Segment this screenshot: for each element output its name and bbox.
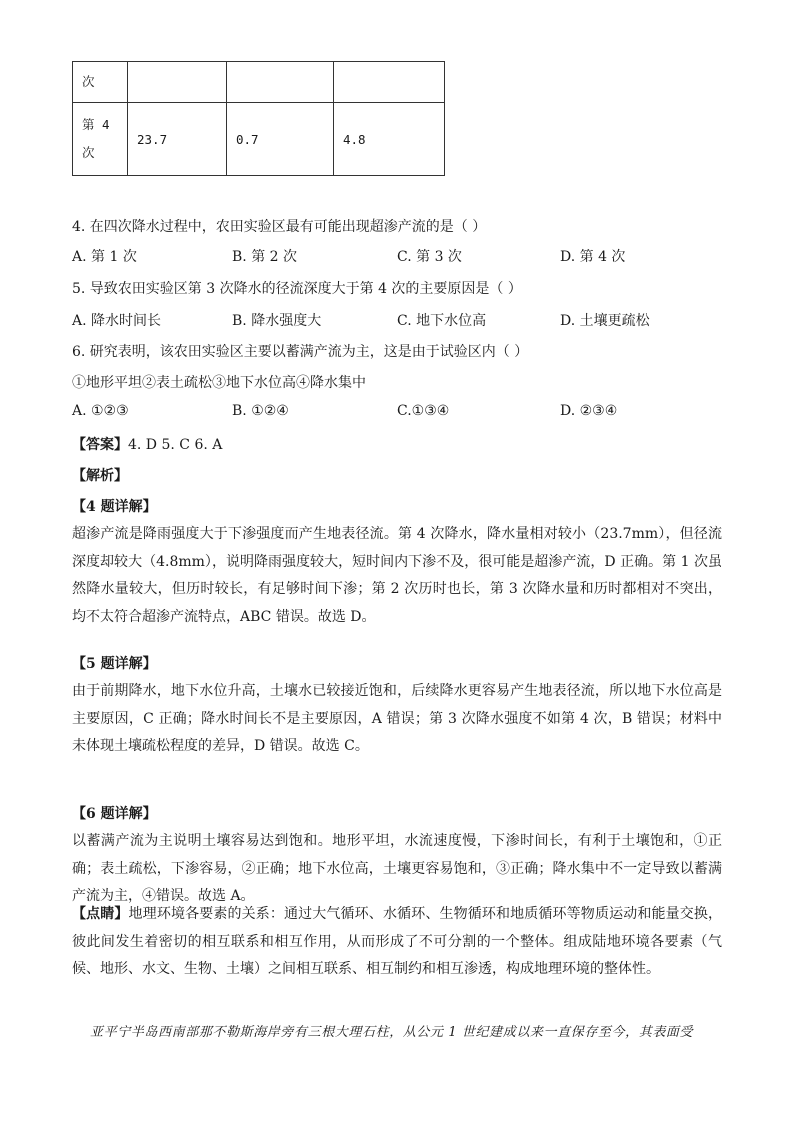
option-c: C. 第 3 次 — [397, 249, 462, 265]
table-cell-duration: 0.7 — [227, 103, 334, 176]
detail-5-title: 【5 题详解】 — [72, 656, 157, 672]
option-d: D. 第 4 次 — [560, 249, 626, 265]
row-label-line2: 次 — [82, 145, 95, 160]
hint-body: 地理环境各要素的关系：通过大气循环、水循环、生物循环和地质循环等物质运动和能量交换，彼此间发生着密切的相互联系和相互作用，从而形成了不可分割的一个整体。组成陆地环境各要素（气候、地形、水文、生物、土壤）之间相互联系、相互制约和相互渗透，构成地理环境的整体性。 — [72, 906, 723, 977]
option-a: A. ①②③ — [72, 403, 129, 419]
option-d: D. ②③④ — [560, 403, 618, 419]
question-6-stem: 6. 研究表明，该农田实验区主要以蓄满产流为主，这是由于试验区内（ ） — [72, 344, 529, 360]
table-cell — [227, 62, 334, 103]
question-6-conditions: ①地形平坦②表土疏松③地下水位高④降水集中 — [72, 375, 366, 391]
answer-tag: 【答案】 — [72, 437, 128, 453]
detail-4-body: 超渗产流是降雨强度大于下渗强度而产生地表径流。第 4 次降水，降水量相对较小（23.7mm），但径流深度却较大（4.8mm），说明降雨强度较大，短时间内下渗不及，很可能是超渗产流，D 正确。第 1 次虽然降水量较大，但历时较长，有足够时间下渗；第 2 次历时也长，第 3 次降水量和历时都相对不突出，均不太符合超渗产流特点，ABC 错误。故选 D。 — [72, 526, 722, 625]
row-label-line1: 第 4 — [82, 117, 110, 132]
answer-text: 4. D 5. C 6. A — [128, 437, 223, 453]
detail-5-body: 由于前期降水，地下水位升高，土壤水已较接近饱和，后续降水更容易产生地表径流，所以地下水位高是主要原因，C 正确；降水时间长不是主要原因，A 错误；第 3 次降水强度不如第 4 次，B 错误；材料中未体现土壤疏松程度的差异，D 错误。故选 C。 — [72, 683, 722, 754]
question-5-stem: 5. 导致农田实验区第 3 次降水的径流深度大于第 4 次的主要原因是（ ） — [72, 281, 522, 297]
option-a: A. 第 1 次 — [72, 249, 137, 265]
detail-6-body: 以蓄满产流为主说明土壤容易达到饱和。地形平坦，水流速度慢，下渗时间长，有利于土壤饱和，①正确；表土疏松，下渗容易，②正确；地下水位高，土壤更容易饱和，③正确；降水集中不一定导致以蓄满产流为主，④错误。故选 A。 — [72, 833, 722, 904]
option-c: C.①③④ — [397, 403, 450, 419]
option-c: C. 地下水位高 — [397, 313, 487, 329]
question-6-options — [72, 403, 732, 423]
question-4-options — [72, 246, 732, 266]
table-cell — [334, 62, 445, 103]
option-b: B. 降水强度大 — [232, 313, 322, 329]
question-5-options — [72, 310, 732, 330]
detail-6-title: 【6 题详解】 — [72, 806, 157, 822]
hint-paragraph — [72, 901, 722, 984]
analysis-tag: 【解析】 — [72, 468, 128, 484]
question-4-stem: 4. 在四次降水过程中，农田实验区最有可能出现超渗产流的是（ ） — [72, 219, 487, 235]
rainfall-runoff-table — [72, 61, 445, 176]
table-cell — [73, 103, 128, 176]
table-row — [73, 62, 445, 103]
table-cell-rainfall: 23.7 — [128, 103, 227, 176]
answer-line — [72, 434, 222, 454]
option-a: A. 降水时间长 — [72, 313, 162, 329]
next-passage-line: 亚平宁半岛西南部那不勒斯海岸旁有三根大理石柱，从公元 1 世纪建成以来一直保存至今，其表面受 — [90, 1025, 694, 1040]
hint-tag: 【点睛】 — [72, 906, 129, 922]
option-b: B. ①②④ — [232, 403, 289, 419]
table-cell — [128, 62, 227, 103]
option-b: B. 第 2 次 — [232, 249, 297, 265]
detail-4-title: 【4 题详解】 — [72, 499, 157, 515]
table-row — [73, 103, 445, 176]
table-cell: 次 — [73, 62, 128, 103]
table-cell-runoff: 4.8 — [334, 103, 445, 176]
option-d: D. 土壤更疏松 — [560, 313, 650, 329]
